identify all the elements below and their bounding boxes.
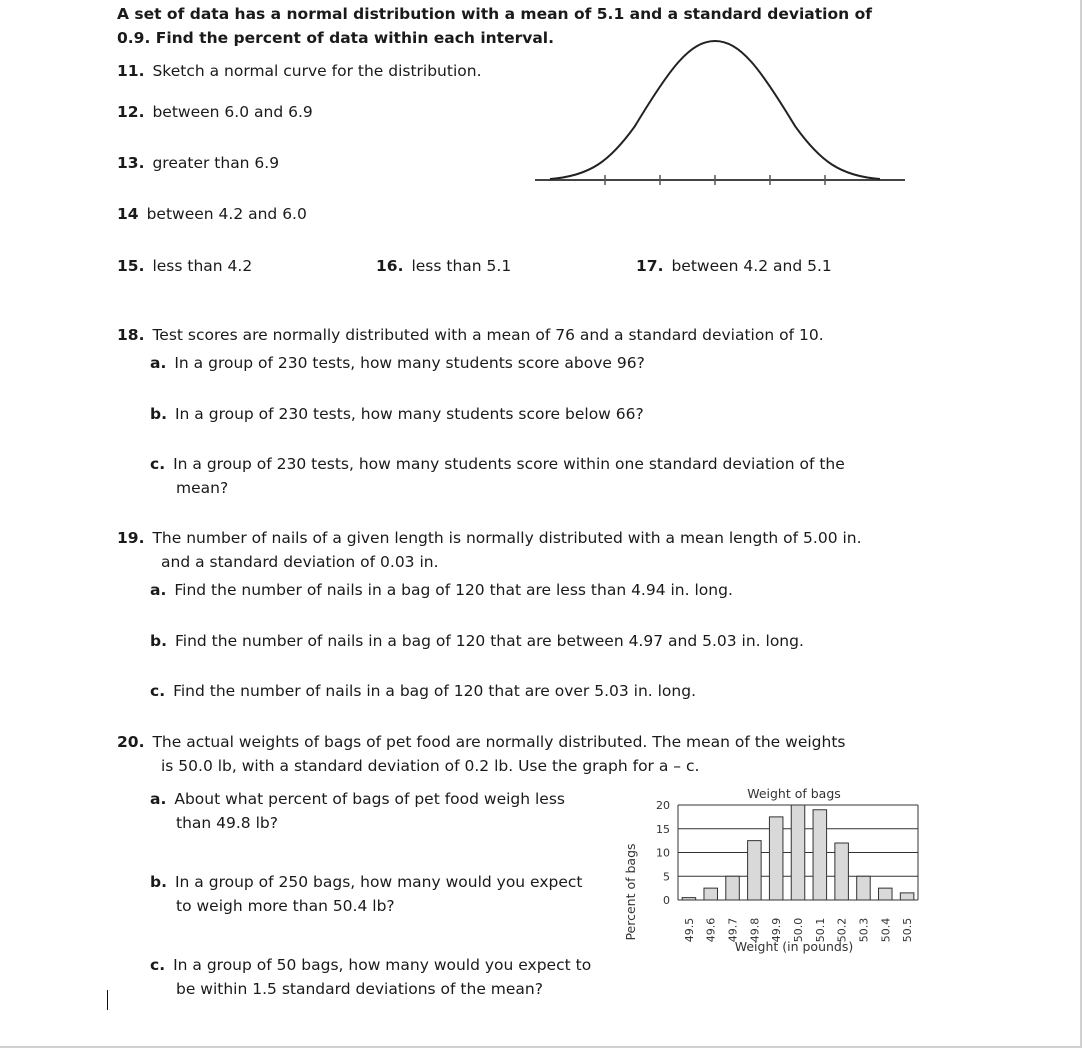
question-19-line-2: and a standard deviation of 0.03 in.	[161, 553, 439, 571]
question-16	[376, 256, 511, 276]
part-label: c.	[150, 682, 166, 700]
question-text: greater than 6.9	[152, 154, 280, 172]
question-20c	[150, 955, 591, 975]
part-text: In a group of 50 bags, how many would you expect to	[173, 956, 592, 974]
histogram-bar	[900, 893, 914, 900]
part-label: b.	[150, 873, 167, 891]
y-tick-label: 15	[656, 822, 670, 836]
part-text: Find the number of nails in a bag of 120 that are less than 4.94 in. long.	[174, 581, 733, 599]
question-number: 13.	[117, 154, 145, 172]
x-tick-label: 50.4	[879, 917, 893, 943]
x-tick-label: 49.6	[704, 917, 718, 943]
part-text: Find the number of nails in a bag of 120 that are over 5.03 in. long.	[173, 682, 697, 700]
histogram-bar	[682, 898, 696, 900]
question-15	[117, 256, 252, 276]
question-number: 17.	[636, 257, 664, 275]
question-20c-line-2: be within 1.5 standard deviations of the mean?	[176, 980, 543, 998]
part-text: In a group of 230 tests, how many students score above 96?	[174, 354, 645, 372]
y-tick-label: 10	[656, 846, 670, 860]
question-number: 12.	[117, 103, 145, 121]
question-text: Sketch a normal curve for the distribution.	[152, 62, 482, 80]
question-number: 14	[117, 205, 139, 223]
x-tick-label: 50.0	[792, 917, 805, 943]
question-text: The actual weights of bags of pet food are normally distributed. The mean of the weights	[152, 733, 846, 751]
question-19a	[150, 580, 733, 600]
question-20b-line-2: to weigh more than 50.4 lb?	[176, 897, 395, 915]
intro-line-2: 0.9. Find the percent of data within each interval.	[117, 29, 555, 47]
bell-curve	[550, 41, 880, 179]
question-18a	[150, 353, 645, 373]
histogram-bar	[879, 888, 893, 900]
part-label: c.	[150, 455, 166, 473]
question-text: between 4.2 and 6.0	[146, 205, 307, 223]
part-label: a.	[150, 354, 167, 372]
x-tick-label: 50.1	[813, 917, 827, 943]
question-17	[636, 256, 832, 276]
y-tick-label: 20	[656, 799, 670, 812]
question-number: 11.	[117, 62, 145, 80]
part-label: c.	[150, 956, 166, 974]
question-20a-line-2: than 49.8 lb?	[176, 814, 278, 832]
question-19b	[150, 631, 804, 651]
part-text: In a group of 250 bags, how many would you expect	[174, 873, 583, 891]
x-tick-label: 49.5	[682, 917, 696, 943]
question-number: 16.	[376, 257, 404, 275]
part-label: b.	[150, 632, 167, 650]
question-text: Test scores are normally distributed with a mean of 76 and a standard deviation of 10.	[152, 326, 824, 344]
question-18c-line-2: mean?	[176, 479, 229, 497]
question-text: between 6.0 and 6.9	[152, 103, 313, 121]
chart-ylabel: Percent of bags	[623, 843, 638, 941]
question-20b	[150, 872, 582, 892]
question-number: 15.	[117, 257, 145, 275]
intro-line-1: A set of data has a normal distribution with a mean of 5.1 and a standard deviation of	[117, 5, 872, 23]
histogram-bar	[726, 876, 740, 900]
weight-histogram	[615, 780, 925, 960]
x-tick-label: 50.5	[901, 917, 915, 943]
question-20-line-2: is 50.0 lb, with a standard deviation of 0.2 lb. Use the graph for a – c.	[161, 757, 700, 775]
question-text: less than 5.1	[411, 257, 512, 275]
question-11	[117, 61, 482, 81]
text-cursor	[107, 990, 108, 1010]
question-text: between 4.2 and 5.1	[671, 257, 832, 275]
part-text: About what percent of bags of pet food weigh less	[174, 790, 565, 808]
question-12	[117, 102, 313, 122]
question-text: The number of nails of a given length is normally distributed with a mean length of 5.00 in.	[152, 529, 862, 547]
x-tick-label: 50.3	[857, 917, 871, 943]
question-text: less than 4.2	[152, 257, 253, 275]
question-13	[117, 153, 279, 173]
normal-curve-sketch	[530, 36, 910, 191]
question-19	[117, 528, 862, 548]
y-tick-label: 5	[663, 870, 670, 884]
chart-xlabel: Weight (in pounds)	[734, 939, 854, 954]
histogram-bar	[791, 805, 805, 900]
part-text: In a group of 230 tests, how many students score below 66?	[174, 405, 644, 423]
histogram-bar	[704, 888, 718, 900]
x-tick-label: 49.7	[726, 917, 740, 943]
question-20	[117, 732, 845, 752]
histogram-bar	[748, 841, 762, 900]
x-tick-label: 49.8	[748, 917, 762, 943]
histogram-bar	[769, 817, 783, 900]
histogram-bar	[813, 810, 827, 900]
question-20a	[150, 789, 565, 809]
question-number: 20.	[117, 733, 145, 751]
x-tick-label: 50.2	[835, 917, 849, 943]
question-14	[117, 204, 307, 224]
chart-title: Weight of bags	[747, 786, 841, 801]
y-tick-label: 0	[663, 894, 670, 907]
histogram-bar	[835, 843, 849, 900]
question-number: 18.	[117, 326, 145, 344]
histogram-bar	[857, 876, 871, 900]
part-label: b.	[150, 405, 167, 423]
question-number: 19.	[117, 529, 145, 547]
question-18b	[150, 404, 644, 424]
question-18c	[150, 454, 845, 474]
x-tick-label: 49.9	[770, 917, 784, 943]
part-text: In a group of 230 tests, how many students score within one standard deviation of the	[173, 455, 845, 473]
question-18	[117, 325, 824, 345]
part-label: a.	[150, 790, 167, 808]
question-19c	[150, 681, 696, 701]
part-label: a.	[150, 581, 167, 599]
part-text: Find the number of nails in a bag of 120 that are between 4.97 and 5.03 in. long.	[174, 632, 804, 650]
